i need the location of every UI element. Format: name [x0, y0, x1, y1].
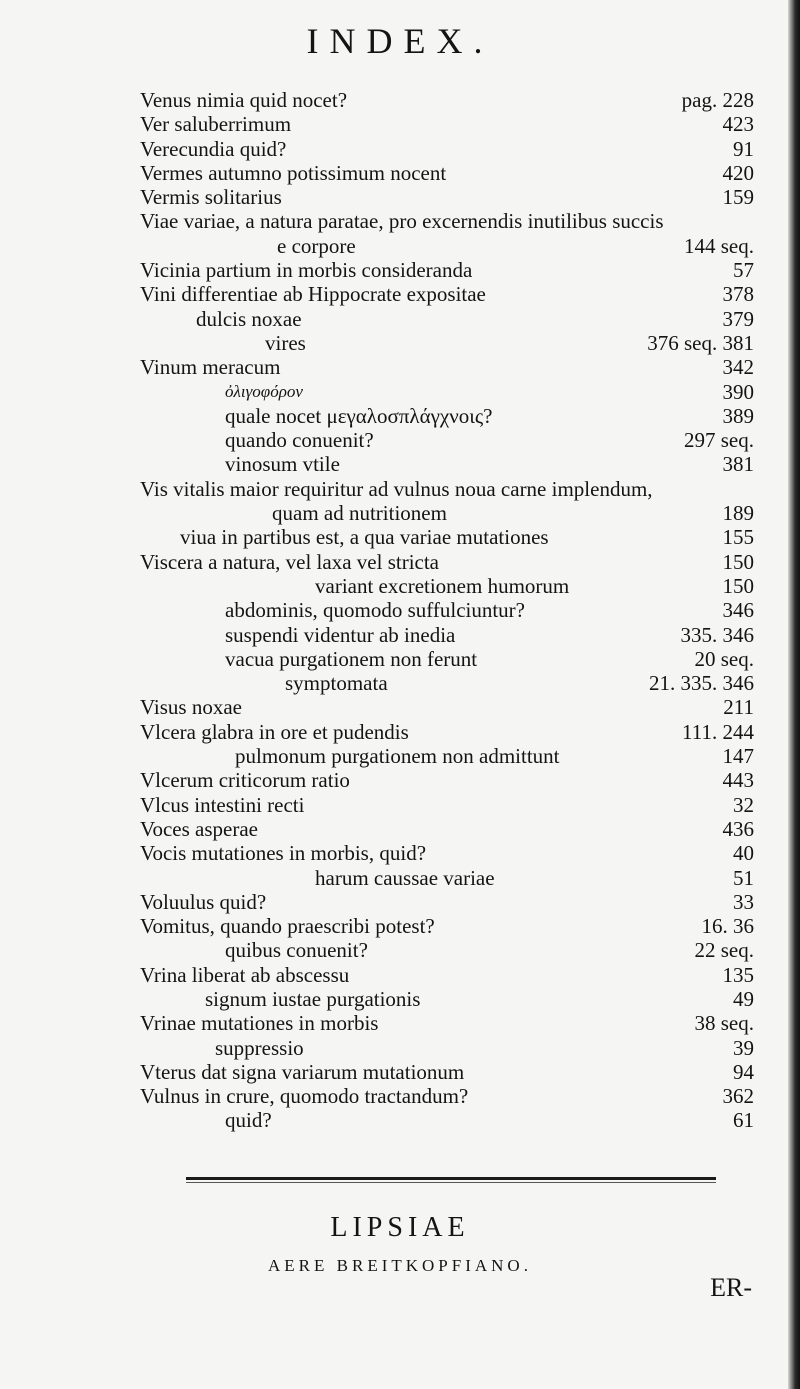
index-entry-page: 362 — [722, 1084, 754, 1109]
index-entry-text: Vlcerum criticorum ratio — [140, 768, 350, 793]
index-entry-page: 376 seq. 381 — [647, 330, 754, 355]
index-entry — [0, 380, 800, 404]
index-entry-text: viua in partibus est, a qua variae mutationes — [180, 525, 549, 550]
index-entry-text: abdominis, quomodo suffulciuntur? — [225, 598, 525, 623]
index-entry-text: Viscera a natura, vel laxa vel stricta — [140, 549, 440, 574]
index-entry-text: Vermes autumno potissimum nocent — [140, 160, 447, 185]
index-entry-text: suspendi videntur ab inedia — [225, 622, 456, 647]
index-entry-page: 420 — [722, 160, 754, 185]
index-entry-text: symptomata — [285, 671, 388, 696]
index-entry-text: vinosum vtile — [225, 452, 340, 477]
index-entry-text: Venus nimia quid nocet? — [140, 88, 348, 112]
index-entry-text: quale nocet μεγαλοσπλάγχνοις? — [225, 403, 493, 428]
index-entry-text: Vermis solitarius — [140, 185, 282, 210]
index-entry-text: Voces asperae — [140, 816, 258, 841]
index-entry-page: 144 seq. — [684, 233, 754, 258]
index-entry-text: Vini differentiae ab Hippocrate expositae — [140, 282, 486, 307]
index-entry-page: 150 — [722, 573, 754, 598]
closing-rule-thin — [186, 1182, 716, 1183]
closing-rule — [186, 1177, 716, 1180]
index-entry — [0, 331, 800, 355]
index-entry-text: Vocis mutationes in morbis, quid? — [140, 841, 427, 866]
index-entry-text: Vlcera glabra in ore et pudendis — [140, 719, 409, 744]
index-entry-text: ὀλιγοφόρον — [225, 381, 303, 401]
index-entry — [0, 209, 800, 233]
index-entry-text: Vulnus in crure, quomodo tractandum? — [140, 1084, 469, 1109]
index-entry-page: 436 — [722, 816, 754, 841]
index-entry — [0, 598, 800, 622]
index-entry-page: 21. 335. 346 — [649, 671, 754, 696]
index-entry — [0, 963, 800, 987]
index-entry-text: Vis vitalis maior requiritur ad vulnus noua carne implendum, — [140, 476, 653, 501]
index-entry-page: 423 — [722, 112, 754, 137]
index-entry — [0, 720, 800, 744]
index-entry-page: 379 — [722, 306, 754, 331]
index-entry-text: quibus conuenit? — [225, 938, 368, 963]
index-entry — [0, 234, 800, 258]
index-entry-page: 16. 36 — [701, 914, 754, 939]
index-entry-page: 20 seq. — [694, 646, 754, 671]
index-entry — [0, 137, 800, 161]
index-entry — [0, 574, 800, 598]
page-title: INDEX. — [306, 21, 494, 61]
index-entry — [0, 744, 800, 768]
index-entry-page: 378 — [722, 282, 754, 307]
index-entry-text: vacua purgationem non ferunt — [225, 646, 478, 671]
index-entry-page: 49 — [733, 986, 754, 1011]
index-entry — [0, 1036, 800, 1060]
index-entry — [0, 647, 800, 671]
index-entry-text: Vomitus, quando praescribi potest? — [140, 914, 435, 939]
index-entry — [0, 404, 800, 428]
index-entry-text: Vrinae mutationes in morbis — [140, 1011, 379, 1036]
index-entry-text: vires — [265, 330, 306, 355]
index-entry-page: 381 — [722, 452, 754, 477]
index-entry-text: quid? — [225, 1108, 272, 1133]
index-entry — [0, 841, 800, 865]
index-entry-page: 38 seq. — [694, 1011, 754, 1036]
index-entry-text: dulcis noxae — [196, 306, 302, 331]
index-entry-page: 335. 346 — [680, 622, 754, 647]
index-entry-text: Ver saluberrimum — [140, 112, 292, 137]
index-entry — [0, 768, 800, 792]
index-entry — [0, 987, 800, 1011]
index-entry — [0, 477, 800, 501]
index-entry — [0, 890, 800, 914]
index-entry — [0, 452, 800, 476]
index-entry-page: 61 — [733, 1108, 754, 1133]
index-entry-page: 443 — [722, 768, 754, 793]
index-entry-text: Vterus dat signa variarum mutationum — [140, 1059, 465, 1084]
index-entry — [0, 793, 800, 817]
index-entry — [0, 817, 800, 841]
index-entry — [0, 307, 800, 331]
index-entry-page: 111. 244 — [682, 719, 754, 744]
index-entry — [0, 550, 800, 574]
index-entry-text: Visus noxae — [140, 695, 242, 720]
index-entry-page: pag. 228 — [681, 88, 754, 112]
index-entry — [0, 866, 800, 890]
imprint-city: LIPSIAE — [330, 1212, 470, 1243]
index-entry-page: 40 — [733, 841, 754, 866]
index-entry-page: 155 — [722, 525, 754, 550]
imprint-printer: AERE BREITKOPFIANO. — [268, 1256, 532, 1275]
index-entry-text: pulmonum purgationem non admittunt — [235, 744, 560, 769]
index-entry-text: suppressio — [215, 1035, 304, 1060]
index-entry-text: Vinum meracum — [140, 355, 281, 380]
index-entry-page: 32 — [733, 792, 754, 817]
index-entry — [0, 258, 800, 282]
index-entry-text: variant excretionem humorum — [315, 573, 570, 598]
index-entry — [0, 1108, 800, 1132]
index-entry-page: 346 — [722, 598, 754, 623]
index-entry-page: 159 — [722, 185, 754, 210]
index-entry-page: 389 — [722, 403, 754, 428]
index-entry-page: 57 — [733, 258, 754, 283]
index-entry — [0, 185, 800, 209]
index-entry-text: Vlcus intestini recti — [140, 792, 305, 817]
index-entry — [0, 525, 800, 549]
index-entry-page: 91 — [733, 136, 754, 161]
index-entry-text: quam ad nutritionem — [272, 501, 447, 526]
index-entry-page: 342 — [722, 355, 754, 380]
index-entry-text: Verecundia quid? — [140, 136, 287, 161]
index-entry — [0, 282, 800, 306]
index-entries-list — [0, 88, 800, 1133]
index-entry — [0, 671, 800, 695]
index-entry-page: 94 — [733, 1059, 754, 1084]
index-entry-text: Viae variae, a natura paratae, pro excernendis inutilibus succis — [140, 209, 664, 234]
index-entry — [0, 428, 800, 452]
index-entry-text: signum iustae purgationis — [205, 986, 421, 1011]
index-entry — [0, 355, 800, 379]
index-entry-page: 33 — [733, 889, 754, 914]
index-entry — [0, 112, 800, 136]
index-entry — [0, 623, 800, 647]
index-entry — [0, 501, 800, 525]
index-entry — [0, 938, 800, 962]
index-entry — [0, 1011, 800, 1035]
index-entry-page: 211 — [723, 695, 754, 720]
index-entry — [0, 161, 800, 185]
catchword: ER- — [710, 1273, 752, 1302]
index-entry-text: Vicinia partium in morbis consideranda — [140, 258, 473, 283]
index-entry — [0, 1084, 800, 1108]
index-entry-page: 297 seq. — [684, 428, 754, 453]
index-entry-page: 147 — [722, 744, 754, 769]
index-entry — [0, 914, 800, 938]
index-entry — [0, 695, 800, 719]
index-entry-page: 135 — [722, 962, 754, 987]
index-entry-page: 22 seq. — [694, 938, 754, 963]
index-entry-page: 39 — [733, 1035, 754, 1060]
index-entry — [0, 88, 800, 112]
index-entry-page: 150 — [722, 549, 754, 574]
index-entry-text: quando conuenit? — [225, 428, 374, 453]
index-entry-text: e corpore — [277, 233, 356, 258]
index-entry-page: 51 — [733, 865, 754, 890]
index-entry — [0, 1060, 800, 1084]
index-entry-text: Vrina liberat ab abscessu — [140, 962, 350, 987]
index-entry-text: Voluulus quid? — [140, 889, 267, 914]
index-entry-text: harum caussae variae — [315, 865, 495, 890]
index-entry-page: 189 — [722, 501, 754, 526]
index-entry-page: 390 — [722, 379, 754, 404]
